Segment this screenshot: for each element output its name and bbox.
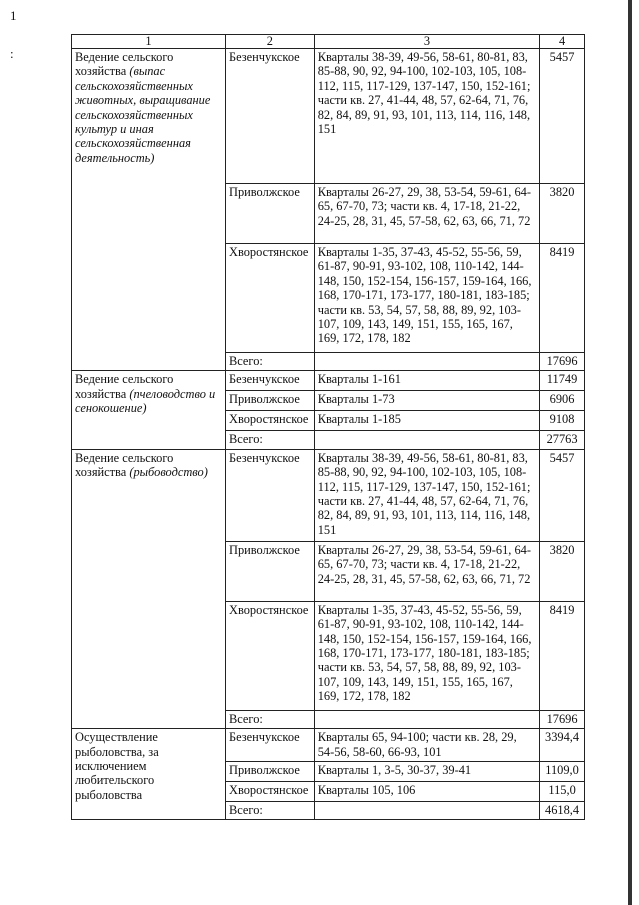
header-row: [72, 35, 585, 49]
total-label: Всего:: [226, 802, 315, 820]
total-empty-cell: [314, 431, 539, 449]
total-value: 17696: [540, 353, 585, 371]
quarters-cell: Кварталы 38-39, 49-56, 58-61, 80-81, 83, 85-88, 90, 92, 94-100, 102-103, 105, 108-112, 115, 117-129, 137-147, 150, 152-161; части кв. 27, 41-44, 48, 57, 62-64, 71, 76, 82, 84, 89, 91, 93, 101, 113, 114, 116, 148, 151: [314, 49, 539, 184]
quarters-cell: Кварталы 105, 106: [314, 782, 539, 802]
activity-type-note: (выпас сельскохозяйственных животных, выращивание сельскохозяйственных культур и иная сельскохозяйственная деятельность): [75, 64, 211, 165]
activity-type-label: Ведение сельского хозяйства: [75, 450, 174, 480]
total-value: 27763: [540, 431, 585, 449]
total-label: Всего:: [226, 353, 315, 371]
forestry-district-cell: Приволжское: [226, 541, 315, 601]
forestry-district-cell: Безенчукское: [226, 371, 315, 391]
quarters-cell: Кварталы 26-27, 29, 38, 53-54, 59-61, 64-65, 67-70, 73; части кв. 4, 17-18, 21-22, 24-25, 28, 31, 45, 57-58, 62, 63, 66, 71, 72: [314, 541, 539, 601]
page-mark-top: 1: [10, 8, 17, 23]
forestry-district-cell: Хворостянское: [226, 411, 315, 431]
forestry-district-cell: Безенчукское: [226, 49, 315, 184]
total-label: Всего:: [226, 431, 315, 449]
activity-type-cell: [72, 729, 226, 820]
activity-type-label: Ведение сельского хозяйства: [75, 50, 174, 79]
area-cell: 3394,4: [540, 729, 585, 762]
area-cell: 1109,0: [540, 762, 585, 782]
area-cell: 6906: [540, 391, 585, 411]
forestry-district-cell: Безенчукское: [226, 449, 315, 541]
page-mark-middle: :: [10, 46, 14, 61]
area-cell: 5457: [540, 449, 585, 541]
forestry-district-cell: Хворостянское: [226, 601, 315, 710]
quarters-cell: Кварталы 65, 94-100; части кв. 28, 29, 54-56, 58-60, 66-93, 101: [314, 729, 539, 762]
activity-type-cell: [72, 49, 226, 371]
table-row: [72, 449, 585, 541]
forestry-district-cell: Приволжское: [226, 762, 315, 782]
area-cell: 9108: [540, 411, 585, 431]
forest-use-table: [71, 34, 585, 820]
area-cell: 3820: [540, 184, 585, 244]
total-value: 4618,4: [540, 802, 585, 820]
header-col-2: 2: [226, 35, 315, 49]
quarters-cell: Кварталы 1-185: [314, 411, 539, 431]
activity-type-label: Ведение сельского хозяйства: [75, 372, 174, 401]
area-cell: 5457: [540, 49, 585, 184]
activity-type-note: (пчеловодство и сенокошение): [75, 386, 216, 416]
table-row: [72, 371, 585, 391]
quarters-cell: Кварталы 1-161: [314, 371, 539, 391]
area-cell: 8419: [540, 601, 585, 710]
quarters-cell: Кварталы 1-35, 37-43, 45-52, 55-56, 59, 61-87, 90-91, 93-102, 108, 110-142, 144-148, 150, 152-154, 156-157, 159-164, 166, 168, 170-171, 173-177, 180-181, 183-185; части кв. 53, 54, 57, 58, 88, 89, 92, 103-107, 109, 143, 149, 151, 155, 165, 167, 169, 172, 178, 182: [314, 601, 539, 710]
total-empty-cell: [314, 710, 539, 728]
quarters-cell: Кварталы 38-39, 49-56, 58-61, 80-81, 83, 85-88, 90, 92, 94-100, 102-103, 105, 108-112, 115, 117-129, 137-147, 150, 152-161; части кв. 27, 41-44, 48, 57, 62-64, 71, 76, 82, 84, 89, 91, 93, 101, 113, 114, 116, 148, 151: [314, 449, 539, 541]
header-col-1: 1: [72, 35, 226, 49]
quarters-cell: Кварталы 26-27, 29, 38, 53-54, 59-61, 64-65, 67-70, 73; части кв. 4, 17-18, 21-22, 24-25, 28, 31, 45, 57-58, 62, 63, 66, 71, 72: [314, 184, 539, 244]
forestry-district-cell: Хворостянское: [226, 782, 315, 802]
activity-type-cell: [72, 371, 226, 449]
scan-edge-line: [628, 0, 632, 905]
area-cell: 8419: [540, 244, 585, 353]
quarters-cell: Кварталы 1, 3-5, 30-37, 39-41: [314, 762, 539, 782]
total-label: Всего:: [226, 710, 315, 728]
forestry-district-cell: Безенчукское: [226, 729, 315, 762]
forestry-district-cell: Приволжское: [226, 391, 315, 411]
forestry-district-cell: Приволжское: [226, 184, 315, 244]
quarters-cell: Кварталы 1-73: [314, 391, 539, 411]
activity-type-cell: [72, 449, 226, 728]
total-empty-cell: [314, 353, 539, 371]
forestry-district-cell: Хворостянское: [226, 244, 315, 353]
activity-type-label: Осуществление рыболовства, за исключением любительского рыболовства: [75, 730, 159, 802]
table-row: [72, 729, 585, 762]
total-value: 17696: [540, 710, 585, 728]
area-cell: 11749: [540, 371, 585, 391]
header-col-3: 3: [314, 35, 539, 49]
total-empty-cell: [314, 802, 539, 820]
area-cell: 115,0: [540, 782, 585, 802]
quarters-cell: Кварталы 1-35, 37-43, 45-52, 55-56, 59, 61-87, 90-91, 93-102, 108, 110-142, 144-148, 150, 152-154, 156-157, 159-164, 166, 168, 170-171, 173-177, 180-181, 183-185; части кв. 53, 54, 57, 58, 88, 89, 92, 103-107, 109, 143, 149, 151, 155, 165, 167, 169, 172, 178, 182: [314, 244, 539, 353]
area-cell: 3820: [540, 541, 585, 601]
header-col-4: 4: [540, 35, 585, 49]
table-row: [72, 49, 585, 184]
activity-type-note: (рыбоводство): [129, 465, 208, 480]
